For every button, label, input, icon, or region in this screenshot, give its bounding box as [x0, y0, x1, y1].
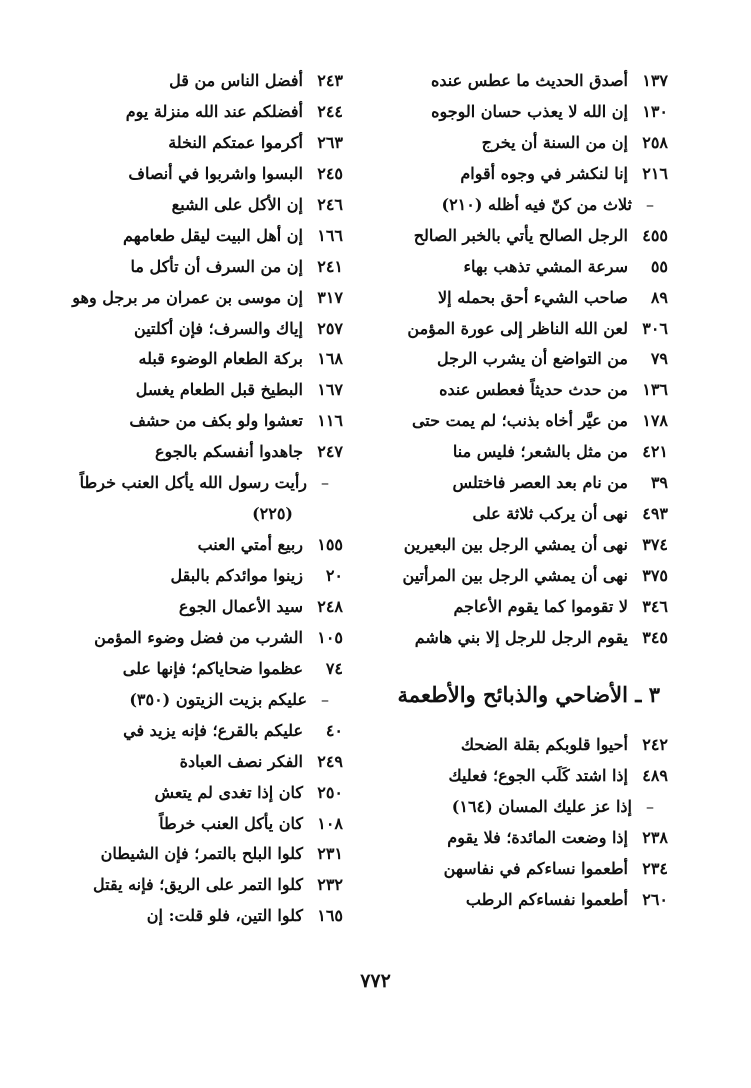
- entry-text: أطعموا نفساءكم الرطب: [465, 889, 628, 909]
- entry-text: عليكم بزيت الزيتون (٣٥٠): [129, 689, 307, 709]
- entry-text: إن من السنة أن يخرج: [481, 132, 628, 152]
- entry-number: ١٥٥: [317, 535, 343, 555]
- entry-number: ١٣٠: [642, 101, 668, 121]
- index-entry: [363, 792, 668, 823]
- index-entry: [43, 901, 343, 932]
- entry-text: إن موسى بن عمران مر برجل وهو: [72, 287, 303, 307]
- entry-number: ٢٤٦: [317, 194, 343, 214]
- index-entry: [363, 344, 668, 375]
- index-entry: [43, 252, 343, 283]
- entry-text: أحيوا قلوبكم بقلة الضحك: [460, 734, 628, 754]
- index-entry: [43, 561, 343, 592]
- index-entry: [43, 623, 343, 654]
- index-entry: [43, 809, 343, 840]
- entry-number: ٧٩: [650, 349, 668, 369]
- index-entry: [363, 592, 668, 623]
- entry-number: –: [646, 194, 654, 214]
- index-entry: [363, 854, 668, 885]
- entry-number: ٣٠٦: [642, 318, 668, 338]
- index-entry: [363, 375, 668, 406]
- index-entry: [43, 437, 343, 468]
- entry-number: ٣٧٤: [642, 535, 668, 555]
- entry-number: ٢٤٥: [317, 163, 343, 183]
- entry-text: أفضل الناس من قل: [169, 71, 303, 90]
- entry-text: نهى أن يمشي الرجل بين المرأتين: [402, 566, 628, 585]
- index-entry: [363, 97, 668, 128]
- entry-text: سيد الأعمال الجوع: [178, 596, 303, 616]
- index-entry: [363, 499, 668, 530]
- entry-number: ٢٤١: [317, 256, 343, 276]
- entry-text: البطيخ قبل الطعام يغسل: [135, 380, 303, 400]
- entry-text: كان إذا تغدى لم يتعش: [154, 782, 303, 802]
- entry-text: إذا عز عليك المسان (١٦٤): [451, 796, 632, 816]
- entry-number: ٢٥٠: [317, 782, 343, 802]
- entry-text: زينوا موائدكم بالبقل: [170, 566, 303, 585]
- entry-number: ١٧٨: [642, 411, 668, 431]
- entry-number: ١١٦: [317, 411, 343, 431]
- entry-text: نهى أن يمشي الرجل بين البعيرين: [403, 535, 628, 555]
- entry-text: كلوا البلح بالتمر؛ فإن الشيطان: [100, 844, 303, 864]
- entry-text: من عيَّر أخاه بذنب؛ لم يمت حتى: [411, 411, 628, 431]
- entry-number: ١٦٨: [317, 349, 343, 369]
- entry-number: ٧٤: [325, 658, 343, 678]
- entry-text: من مثل بالشعر؛ فليس منا: [452, 442, 628, 462]
- index-entry: [363, 66, 668, 97]
- entry-text: البسوا واشربوا في أنصاف: [128, 163, 303, 183]
- index-entry: [363, 561, 668, 592]
- index-entry: [363, 761, 668, 792]
- entry-text: أصدق الحديث ما عطس عنده: [430, 71, 628, 90]
- entry-text: الفكر نصف العبادة: [179, 751, 303, 771]
- entry-number: ٢٤٨: [317, 596, 343, 616]
- index-entry: [363, 190, 668, 221]
- index-entry: [43, 592, 343, 623]
- entry-text: صاحب الشيء أحق بحمله إلا: [438, 287, 628, 307]
- entry-number: ٢٦٣: [317, 132, 343, 152]
- entry-text: أطعموا نساءكم في نفاسهن: [443, 858, 628, 878]
- entry-text: إن من السرف أن تأكل ما: [130, 256, 303, 276]
- index-entry: [363, 730, 668, 761]
- entry-number: ٣٧٥: [642, 566, 668, 585]
- entry-number: ١٣٦: [642, 380, 668, 400]
- entry-text: ربيع أمتي العنب: [197, 535, 303, 555]
- index-entry: [363, 437, 668, 468]
- entry-number: ٤٠: [325, 720, 343, 740]
- entry-number: ٢٣٨: [642, 827, 668, 847]
- entry-text: إن الأكل على الشبع: [171, 194, 303, 214]
- page-number: ٧٧٢: [360, 970, 391, 992]
- entry-number: ٣٤٦: [642, 596, 668, 616]
- entry-text: الرجل الصالح يأتي بالخبر الصالح: [413, 225, 628, 245]
- index-entry: [43, 190, 343, 221]
- entry-text: سرعة المشي تذهب بهاء: [463, 256, 628, 276]
- entry-text: ثلاث من كنّ فيه أظله (٢١٠): [441, 194, 632, 214]
- entry-number: ٢٦٠: [642, 889, 668, 909]
- entry-text: لعن الله الناظر إلى عورة المؤمن: [407, 318, 628, 338]
- entry-text: عليكم بالقرع؛ فإنه يزيد في: [123, 720, 303, 740]
- entry-number: ٢٥٧: [317, 318, 343, 338]
- entry-list: [363, 730, 668, 916]
- entry-number: ٢٠: [325, 566, 343, 585]
- index-entry: [363, 314, 668, 345]
- entry-number: ٤٢١: [642, 442, 668, 462]
- entry-number: ٢١٦: [642, 163, 668, 183]
- entry-number: ٤٥٥: [642, 225, 668, 245]
- index-entry: [43, 468, 343, 499]
- entry-text: من حدث حديثاً فعطس عنده: [439, 380, 628, 400]
- index-entry: [43, 283, 343, 314]
- entry-text: إنا لنكشر في وجوه أقوام: [460, 163, 628, 183]
- entry-text: أفضلكم عند الله منزلة يوم: [125, 101, 303, 121]
- entry-number: ٢٣١: [317, 844, 343, 864]
- entry-number: ١٦٧: [317, 380, 343, 400]
- section-heading: ٣ ـ الأضاحي والذبائح والأطعمة: [397, 681, 660, 707]
- index-entry: [43, 221, 343, 252]
- entry-number: ٥٥: [650, 256, 668, 276]
- entry-text: إياك والسرف؛ فإن أكلتين: [134, 318, 303, 338]
- entry-text: إذا اشتد كَلَب الجوع؛ فعليك: [448, 765, 628, 785]
- entry-text: كلوا التمر على الريق؛ فإنه يقتل: [93, 875, 303, 895]
- entry-text: عظموا ضحاياكم؛ فإنها على: [122, 658, 303, 678]
- entry-text: بركة الطعام الوضوء قبله: [138, 349, 303, 369]
- index-entry: [363, 468, 668, 499]
- entry-text: من نام بعد العصر فاختلس: [452, 473, 628, 493]
- entry-number: ٣١٧: [317, 287, 343, 307]
- index-entry: [43, 870, 343, 901]
- entry-number: ١٦٦: [317, 225, 343, 245]
- entry-number: –: [321, 473, 329, 493]
- entry-number: ٢٤٣: [317, 71, 343, 90]
- entry-number: ٢٣٤: [642, 858, 668, 878]
- index-entry: [363, 885, 668, 916]
- index-entry: [43, 128, 343, 159]
- entry-text: من التواضع أن يشرب الرجل: [437, 349, 628, 369]
- entry-number: ٣٤٥: [642, 627, 668, 647]
- index-entry: [43, 839, 343, 870]
- entry-number: ٣٩: [650, 473, 668, 493]
- index-entry: [363, 159, 668, 190]
- entry-text: لا تقوموا كما يقوم الأعاجم: [453, 596, 628, 616]
- index-entry: [43, 375, 343, 406]
- index-entry: [43, 66, 343, 97]
- entry-text: الشرب من فضل وضوء المؤمن: [94, 627, 303, 647]
- index-entry: [363, 530, 668, 561]
- entry-number: ٤٨٩: [642, 765, 668, 785]
- entry-list: [363, 66, 668, 654]
- entry-text: يقوم الرجل للرجل إلا بني هاشم: [414, 627, 628, 647]
- entry-text: إن أهل البيت ليقل طعامهم: [123, 225, 303, 245]
- index-entry: [363, 221, 668, 252]
- entry-continuation: (٢٢٥): [252, 504, 293, 524]
- entry-text: كلوا التين، فلو قلت: إن: [146, 906, 303, 926]
- entry-list: [43, 66, 343, 932]
- index-entry: [363, 823, 668, 854]
- entry-number: ٢٤٢: [642, 734, 668, 754]
- entry-number: –: [321, 689, 329, 709]
- index-entry: [43, 716, 343, 747]
- entry-number: ٨٩: [650, 287, 668, 307]
- index-entry: [43, 685, 343, 716]
- entry-number: ١٠٥: [317, 627, 343, 647]
- index-entry: [43, 159, 343, 190]
- entry-number: ١٠٨: [317, 813, 343, 833]
- index-entry: [43, 778, 343, 809]
- index-entry: [363, 406, 668, 437]
- entry-number: ٢٥٨: [642, 132, 668, 152]
- entry-text: إذا وضعت المائدة؛ فلا يقوم: [447, 827, 628, 847]
- entry-number: ٤٩٣: [642, 504, 668, 524]
- entry-text: تعشوا ولو بكف من حشف: [129, 411, 303, 431]
- entry-text: جاهدوا أنفسكم بالجوع: [154, 442, 303, 462]
- entry-text: إن الله لا يعذب حسان الوجوه: [431, 101, 628, 121]
- entry-text: رأيت رسول الله يأكل العنب خرطاً: [79, 473, 307, 493]
- index-entry: [43, 406, 343, 437]
- index-entry: [43, 654, 343, 685]
- entry-number: ٢٤٤: [317, 101, 343, 121]
- entry-number: ٢٤٩: [317, 751, 343, 771]
- entry-number: ١٣٧: [642, 71, 668, 90]
- entry-number: ١٦٥: [317, 906, 343, 926]
- index-entry: [363, 283, 668, 314]
- index-entry: [43, 530, 343, 561]
- index-column-left: [43, 66, 343, 932]
- entry-number: ٢٤٧: [317, 442, 343, 462]
- index-entry: [43, 344, 343, 375]
- entry-text: كان يأكل العنب خرطاً: [159, 813, 303, 833]
- entry-text: نهى أن يركب ثلاثة على: [472, 504, 628, 524]
- index-entry: [43, 314, 343, 345]
- entry-text: أكرموا عمتكم النخلة: [168, 132, 303, 152]
- index-entry: [363, 623, 668, 654]
- entry-number: –: [646, 796, 654, 816]
- index-entry: [363, 128, 668, 159]
- index-entry: [43, 97, 343, 128]
- index-column-right: [363, 66, 668, 915]
- entry-number: ٢٣٢: [317, 875, 343, 895]
- index-entry: [43, 747, 343, 778]
- index-entry: [363, 252, 668, 283]
